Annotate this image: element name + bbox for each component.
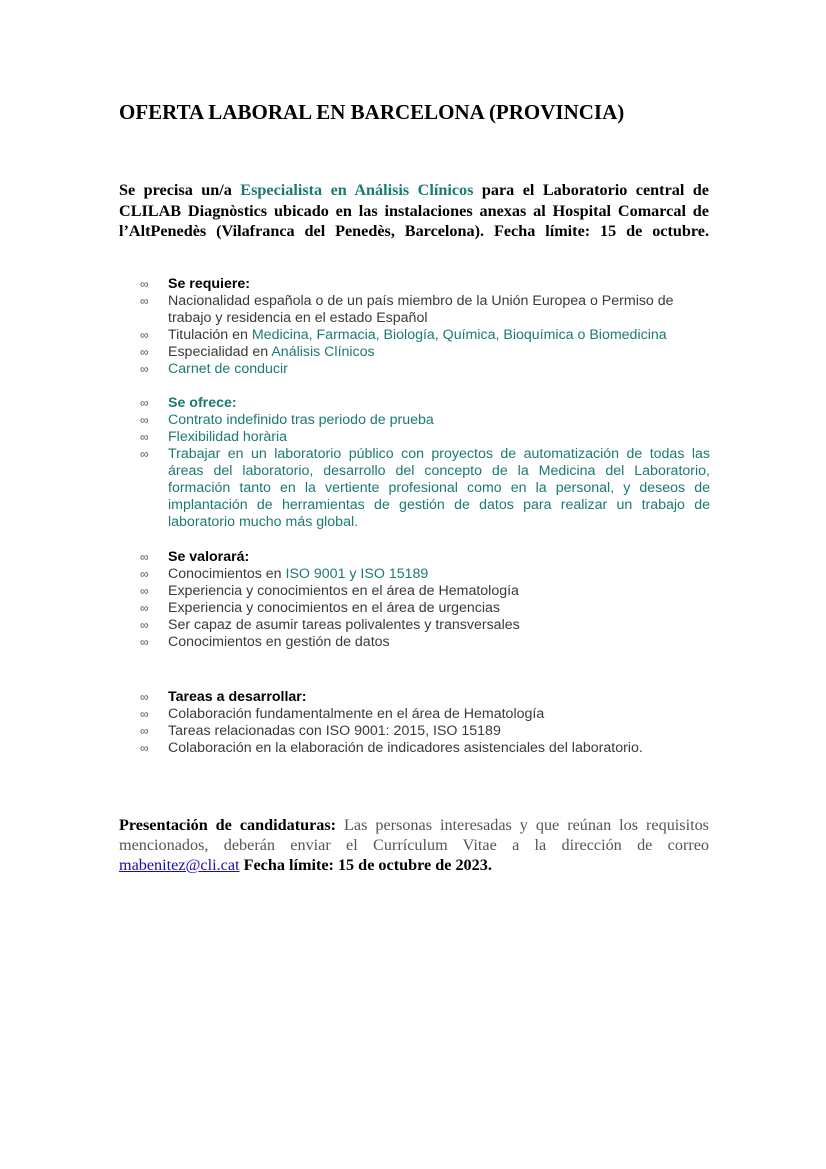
list-item <box>140 617 710 634</box>
deadline-text: Fecha límite: 15 de octubre de 2023. <box>239 856 492 874</box>
list-item-text: Carnet de conducir <box>168 361 288 377</box>
list-item-text: Experiencia y conocimientos en el área de urgencias <box>168 600 501 616</box>
list-item-highlight: Medicina, Farmacia, Biología, Química, Bioquímica o Biomedicina <box>251 327 667 343</box>
bullet-icon: ∞ <box>140 277 149 291</box>
list-item <box>140 293 710 327</box>
application-paragraph <box>119 815 709 875</box>
list-item-text <box>168 344 710 361</box>
intro-text: Se precisa un/a <box>119 181 241 199</box>
application-label: Presentación de candidaturas: <box>119 816 337 834</box>
list-item-highlight: Análisis Clínicos <box>271 344 375 360</box>
list-item <box>140 723 710 740</box>
list-item <box>140 740 710 757</box>
list-item <box>140 395 710 412</box>
list-item-text: Conocimientos en gestión de datos <box>168 634 390 650</box>
application-text: Las personas interesadas y que reúnan los requisitos mencionados, deberán enviar el Currículum Vitae a la dirección de correo <box>119 816 709 854</box>
list-item-text: Trabajar en un laboratorio público con proyectos de automatización de todas las áreas del laboratorio, desarrollo del concepto de la Medicina del Laboratorio, formación tanto en la vertiente profesional como en la personal, y deseos de implantación de herramientas de gestión de datos para realizar un trabajo de laboratorio mucho más global. <box>168 446 710 530</box>
list-item <box>140 412 710 429</box>
list-item <box>140 583 710 600</box>
list-item-prefix: Conocimientos en <box>168 566 286 582</box>
list-item-text: Ser capaz de asumir tareas polivalentes y transversales <box>168 617 520 633</box>
email-link[interactable]: mabenitez@cli.cat <box>119 856 240 874</box>
section-heading: Se valorará: <box>168 549 250 565</box>
list-item <box>140 600 710 617</box>
list-item <box>140 634 710 651</box>
bullet-icon: ∞ <box>140 430 149 444</box>
bullet-icon: ∞ <box>140 413 149 427</box>
bullet-icon: ∞ <box>140 550 149 564</box>
list-item <box>140 276 710 293</box>
list-item-text: Nacionalidad española o de un país miembro de la Unión Europea o Permiso de trabajo y residencia en el estado Español <box>168 293 674 326</box>
list-item <box>140 549 710 566</box>
bullet-icon: ∞ <box>140 447 149 461</box>
list-item-text: Tareas relacionadas con ISO 9001: 2015, ISO 15189 <box>168 723 501 739</box>
section-valued <box>140 549 710 651</box>
intro-text-rest: para el Laboratorio central de CLILAB Diagnòstics ubicado en las instalaciones anexas al Hospital Comarcal de l’AltPenedès (Vilafranca del Penedès, Barcelona). Fecha límite: 15 de octubre. <box>119 181 709 240</box>
list-item-text <box>168 566 710 583</box>
intro-paragraph <box>119 180 709 242</box>
bullet-icon: ∞ <box>140 294 149 308</box>
section-requirements <box>140 276 710 378</box>
bullet-icon: ∞ <box>140 584 149 598</box>
bullet-icon: ∞ <box>140 567 149 581</box>
section-heading: Tareas a desarrollar: <box>168 689 307 705</box>
list-item-text: Flexibilidad horària <box>168 429 288 445</box>
list-item <box>140 344 710 361</box>
list-item <box>140 327 710 344</box>
list-item-highlight: ISO 9001 y ISO 15189 <box>285 566 429 582</box>
list-item-prefix: Especialidad en <box>168 344 272 360</box>
list-item-text: Experiencia y conocimientos en el área de Hematología <box>168 583 519 599</box>
job-title-highlight: Especialista en Análisis Clínicos <box>240 181 474 199</box>
bullet-icon: ∞ <box>140 345 149 359</box>
section-offer <box>140 395 710 531</box>
list-item-text <box>168 327 710 344</box>
bullet-icon: ∞ <box>140 618 149 632</box>
page-title: OFERTA LABORAL EN BARCELONA (PROVINCIA) <box>119 100 625 124</box>
list-item <box>140 689 710 706</box>
bullet-icon: ∞ <box>140 707 149 721</box>
bullet-icon: ∞ <box>140 396 149 410</box>
bullet-icon: ∞ <box>140 601 149 615</box>
bullet-icon: ∞ <box>140 724 149 738</box>
list-item <box>140 446 710 531</box>
section-heading: Se ofrece: <box>168 395 237 411</box>
list-item-prefix: Titulación en <box>168 327 252 343</box>
list-item-text: Colaboración fundamentalmente en el área de Hematología <box>168 706 545 722</box>
bullet-icon: ∞ <box>140 741 149 755</box>
bullet-icon: ∞ <box>140 690 149 704</box>
section-tasks <box>140 689 710 757</box>
bullet-icon: ∞ <box>140 328 149 342</box>
list-item <box>140 566 710 583</box>
section-heading: Se requiere: <box>168 276 251 292</box>
bullet-icon: ∞ <box>140 362 149 376</box>
list-item-text: Colaboración en la elaboración de indicadores asistenciales del laboratorio. <box>168 740 643 756</box>
list-item-text: Contrato indefinido tras periodo de prueba <box>168 412 434 428</box>
list-item <box>140 429 710 446</box>
bullet-icon: ∞ <box>140 635 149 649</box>
list-item <box>140 706 710 723</box>
list-item <box>140 361 710 378</box>
